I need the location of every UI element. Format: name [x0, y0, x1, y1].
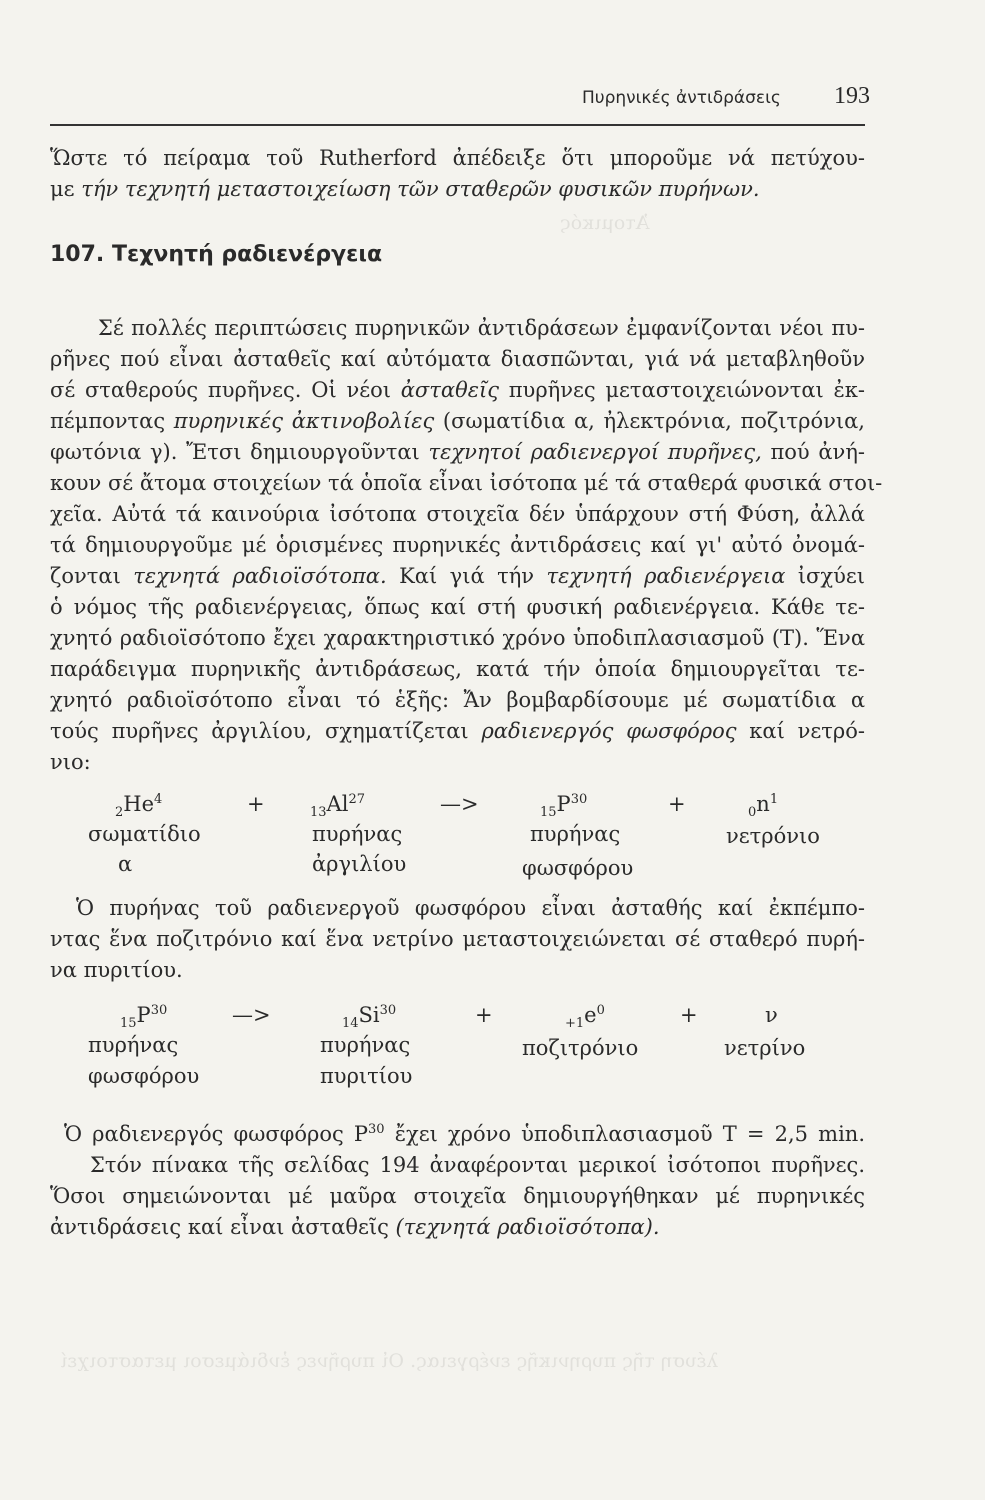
label-neutron: νετρόνιο: [726, 824, 820, 848]
label-nucleus: πυρήνας: [530, 822, 621, 846]
label-aluminium: ἀργιλίου: [312, 852, 407, 876]
neutrino: ν: [765, 1003, 778, 1027]
label-nucleus: πυρήνας: [320, 1033, 411, 1057]
plus-sign: +: [680, 1003, 698, 1027]
closing-paragraph: Ὁ ραδιενεργός φωσφόρος $P^{30}$ ἔχει χρόνο ὑποδιπλασιασμοῦ T = 2,5 min. Στόν πίνακα τῆς σελίδας 194 ἀναφέρονται μερικοί ἰσότοποι πυρῆνες. Ὅσοι σημειώνονται μέ μαῦρα στοιχεῖα δημιουργήθηκαν μέ πυρηνικές ἀντιδράσεις καί εἶναι ἀσταθεῖς (τεχνητά ραδιοϊσότοπα).: [50, 1122, 865, 1239]
label-nucleus: πυρήνας: [88, 1033, 179, 1057]
label-phosphorus: φωσφόρου: [522, 856, 634, 880]
reaction-arrow: —>: [440, 792, 479, 816]
page-number: 193: [834, 83, 870, 109]
label-phosphorus: φωσφόρου: [88, 1064, 200, 1088]
section-heading: 107. Τεχνητή ραδιενέργεια: [50, 242, 383, 267]
label-alpha: α: [118, 852, 133, 876]
helium-nucleus: $_2He^4$: [115, 792, 163, 821]
show-through-text: λέυση τῆς πυρηνικῆς ενέργειας. Οἱ πυρῆνες ἐνδιάμεσοι μεταστοιχεί: [60, 1350, 719, 1372]
reaction-arrow: —>: [232, 1003, 271, 1027]
decay-paragraph: Ὁ πυρήνας τοῦ ραδιενεργοῦ φωσφόρου εἶναι ἀσταθής καί ἐκπέμπο- ντας ἕνα ποζιτρόνιο καί ἕνα νετρίνο μεταστοιχειώνεται σέ σταθερό πυρή- να πυριτίου.: [50, 896, 865, 982]
label-neutrino: νετρίνο: [724, 1036, 806, 1060]
aluminium-nucleus: $_{13}Al^{27}$: [310, 792, 365, 821]
body-paragraph: Σέ πολλές περιπτώσεις πυρηνικῶν ἀντιδράσεων ἐμφανίζονται νέοι πυ- ρῆνες πού εἶναι ἀσταθεῖς καί αὐτόματα διασπῶνται, γιά νά μεταβληθοῦν σέ σταθερούς πυρῆνες. Οἱ νέοι ἀσταθεῖς πυρῆνες μεταστοιχειώνονται ἐκ- πέμποντας πυρηνικές ἀκτινοβολίες (σωματίδια α, ἠλεκτρόνια, ποζιτρόνια, φωτόνια γ). Ἔτσι δημιουργοῦνται τεχνητοί ραδιενεργοί πυρῆνες, πού ἀνή- κουν σέ ἄτομα στοιχείων τά ὁποῖα εἶναι ἰσότοπα μέ τά σταθερά φυσικά στοι- χεῖα. Αὐτά τά καινούρια ἰσότοπα στοιχεῖα δέν ὑπάρχουν στή Φύση, ἀλλά τά δημιουργοῦμε μέ ὁρισμένες πυρηνικές ἀντιδράσεις καί γι' αὐτό ὀνομά- ζονται τεχνητά ραδιοϊσότοπα. Καί γιά τήν τεχνητή ραδιενέργεια ἰσχύει ὁ νόμος τῆς ραδιενέργειας, ὅπως καί στή φυσική ραδιενέργεια. Κάθε τε- χνητό ραδιοϊσότοπο ἔχει χαρακτηριστικό χρόνο ὑποδιπλασιασμοῦ (T). Ἕνα παράδειγμα πυρηνικῆς ἀντιδράσεως, κατά τήν ὁποία δημιουργεῖται τε- χνητό ραδιοϊσότοπο εἶναι τό ἑξῆς: Ἄν βομβαρδίσουμε μέ σωματίδια α τούς πυρῆνες ἀργιλίου, σχηματίζεται ραδιενεργός φωσφόρος καί νετρό- νιο:: [50, 316, 883, 774]
phosphorus-nucleus: $_{15}P^{30}$: [120, 1003, 168, 1032]
plus-sign: +: [668, 792, 686, 816]
label-positron: ποζιτρόνιο: [522, 1036, 639, 1060]
plus-sign: +: [475, 1003, 493, 1027]
show-through-text: Ἀτομικός: [560, 212, 650, 234]
neutron: $_0n^1$: [748, 792, 779, 821]
header-rule: [50, 124, 865, 126]
plus-sign: +: [247, 792, 265, 816]
label-silicon: πυριτίου: [320, 1064, 413, 1088]
intro-paragraph: Ὥστε τό πείραμα τοῦ Rutherford ἀπέδειξε ὅτι μποροῦμε νά πετύχου- με τήν τεχνητή μεταστοιχείωση τῶν σταθερῶν φυσικῶν πυρήνων.: [50, 146, 865, 201]
label-nucleus: πυρήνας: [312, 822, 403, 846]
phosphorus-nucleus: $_{15}P^{30}$: [540, 792, 588, 821]
positron: $_{+1}e^0$: [565, 1003, 605, 1032]
chapter-title: Πυρηνικές ἀντιδράσεις: [582, 88, 781, 108]
label-alpha-particle: σωματίδιο: [88, 822, 201, 846]
silicon-nucleus: $_{14}Si^{30}$: [342, 1003, 397, 1032]
